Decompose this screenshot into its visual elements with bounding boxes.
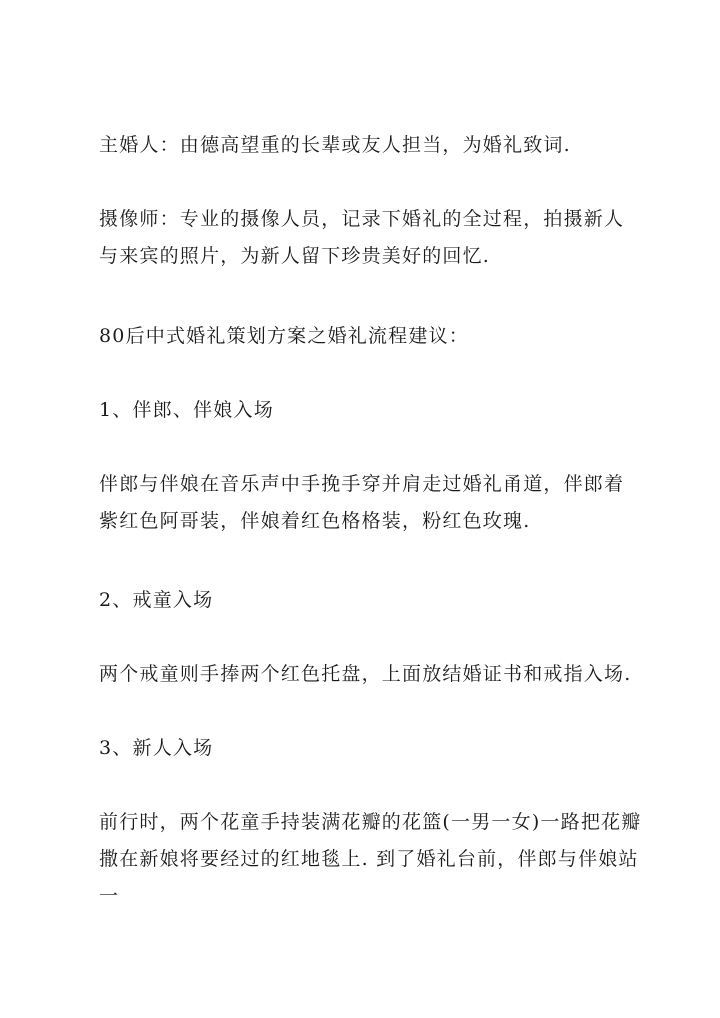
paragraph-step-1: 伴郎与伴娘在音乐声中手挽手穿并肩走过婚礼甬道，伴郎着紫红色阿哥装，伴娘着红色格格装，粉红色玫瑰. — [99, 473, 625, 532]
step-heading-1: 1、伴郎、伴娘入场 — [99, 399, 274, 421]
paragraph-videographer: 摄像师：专业的摄像人员，记录下婚礼的全过程，拍摄新人与来宾的照片，为新人留下珍贵美好的回忆. — [99, 208, 625, 267]
paragraph-officiant: 主婚人：由德高望重的长辈或友人担当，为婚礼致词. — [99, 134, 571, 156]
section-heading-wedding-flow: 80后中式婚礼策划方案之婚礼流程建议： — [99, 325, 469, 347]
step-heading-3: 3、新人入场 — [99, 737, 214, 759]
step-heading-2: 2、戒童入场 — [99, 589, 214, 611]
paragraph-step-2: 两个戒童则手捧两个红色托盘，上面放结婚证书和戒指入场. — [99, 663, 632, 685]
paragraph-step-3: 前行时，两个花童手持装满花瓣的花篮(一男一女)一路把花瓣撒在新娘将要经过的红地毯上. 到了婚礼台前，伴郎与伴娘站一 — [99, 811, 642, 907]
